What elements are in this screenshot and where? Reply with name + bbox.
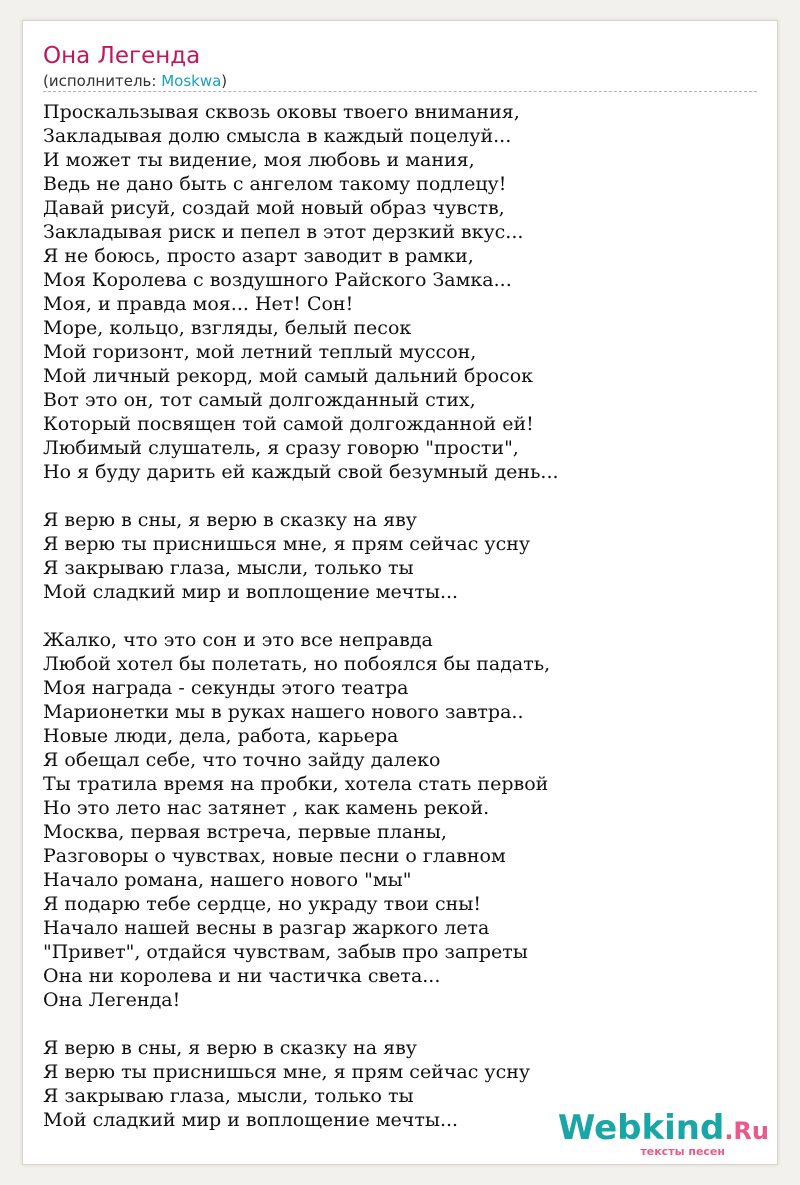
lyric-line: Закладывая риск и пепел в этот дерзкий вкус... [43,221,524,243]
logo-suffix: .Ru [724,1117,769,1145]
lyric-line: Она Легенда! [43,989,181,1011]
lyrics-stanza [43,628,559,1012]
site-logo[interactable] [557,1108,769,1158]
lyric-line: Новые люди, дела, работа, карьера [43,725,399,747]
lyric-line: Но я буду дарить ей каждый свой безумный день... [43,461,559,483]
lyric-line: Любимый слушатель, я сразу говорю "прости", [43,437,519,459]
lyric-line: Ты тратила время на пробки, хотела стать первой [43,773,549,795]
lyric-line: Закладывая долю смысла в каждый поцелуй... [43,125,512,147]
lyric-line: Начало романа, нашего нового "мы" [43,869,412,891]
lyrics-stanza [43,100,559,484]
logo-tagline: тексты песен [640,1145,725,1158]
lyric-line: "Привет", отдайся чувствам, забыв про запреты [43,941,528,963]
lyric-line: Моя награда - секунды этого театра [43,677,409,699]
lyric-line: Я верю в сны, я верю в сказку на яву [43,509,417,531]
lyric-line: Но это лето нас затянет , как камень рекой. [43,797,490,819]
lyric-line: Моя Королева с воздушного Райского Замка... [43,269,512,291]
lyric-line: Море, кольцо, взгляды, белый песок [43,317,412,339]
lyrics-stanza [43,1036,559,1132]
lyric-line: Мой личный рекорд, мой самый дальний бросок [43,365,534,387]
lyric-line: Я обещал себе, что точно зайду далеко [43,749,441,771]
lyric-line: Я подарю тебе сердце, но украду твои сны! [43,893,482,915]
lyric-line: Мой сладкий мир и воплощение мечты... [43,581,459,603]
lyric-line: Я верю в сны, я верю в сказку на яву [43,1037,417,1059]
lyric-line: Ведь не дано быть с ангелом такому подлецу! [43,173,507,195]
artist-line [43,72,227,90]
lyric-line: Я верю ты приснишься мне, я прям сейчас усну [43,533,531,555]
lyric-line: Проскальзывая сквозь оковы твоего внимания, [43,101,520,123]
lyric-line: Который посвящен той самой долгожданной ей! [43,413,534,435]
lyrics-card [22,20,778,1165]
artist-link[interactable]: Moskwa [161,72,222,90]
lyric-line: Любой хотел бы полетать, но побоялся бы падать, [43,653,551,675]
lyric-line: Давай рисуй, создай мой новый образ чувств, [43,197,505,219]
lyric-line: И может ты видение, моя любовь и мания, [43,149,475,171]
lyric-line: Разговоры о чувствах, новые песни о главном [43,845,506,867]
lyrics-body [43,100,559,1156]
lyric-line: Марионетки мы в руках нашего нового завтра.. [43,701,524,723]
title-divider [43,91,757,92]
lyric-line: Начало нашей весны в разгар жаркого лета [43,917,490,939]
lyrics-stanza [43,508,559,604]
lyric-line: Я не боюсь, просто азарт заводит в рамки, [43,245,474,267]
artist-prefix: (исполнитель: [43,72,162,90]
lyric-line: Вот это он, тот самый долгожданный стих, [43,389,476,411]
lyric-line: Я верю ты приснишься мне, я прям сейчас усну [43,1061,531,1083]
lyric-line: Моя, и правда моя... Нет! Сон! [43,293,354,315]
lyric-line: Она ни королева и ни частичка света... [43,965,441,987]
lyric-line: Я закрываю глаза, мысли, только ты [43,1085,414,1107]
lyric-line: Москва, первая встреча, первые планы, [43,821,447,843]
song-title: Она Легенда [43,43,201,69]
lyric-line: Жалко, что это сон и это все неправда [43,629,433,651]
artist-suffix: ) [221,72,228,90]
logo-name: Webkind [557,1108,725,1148]
lyric-line: Я закрываю глаза, мысли, только ты [43,557,414,579]
logo-wordmark [558,1108,769,1148]
lyric-line: Мой горизонт, мой летний теплый муссон, [43,341,477,363]
lyric-line: Мой сладкий мир и воплощение мечты... [43,1109,459,1131]
